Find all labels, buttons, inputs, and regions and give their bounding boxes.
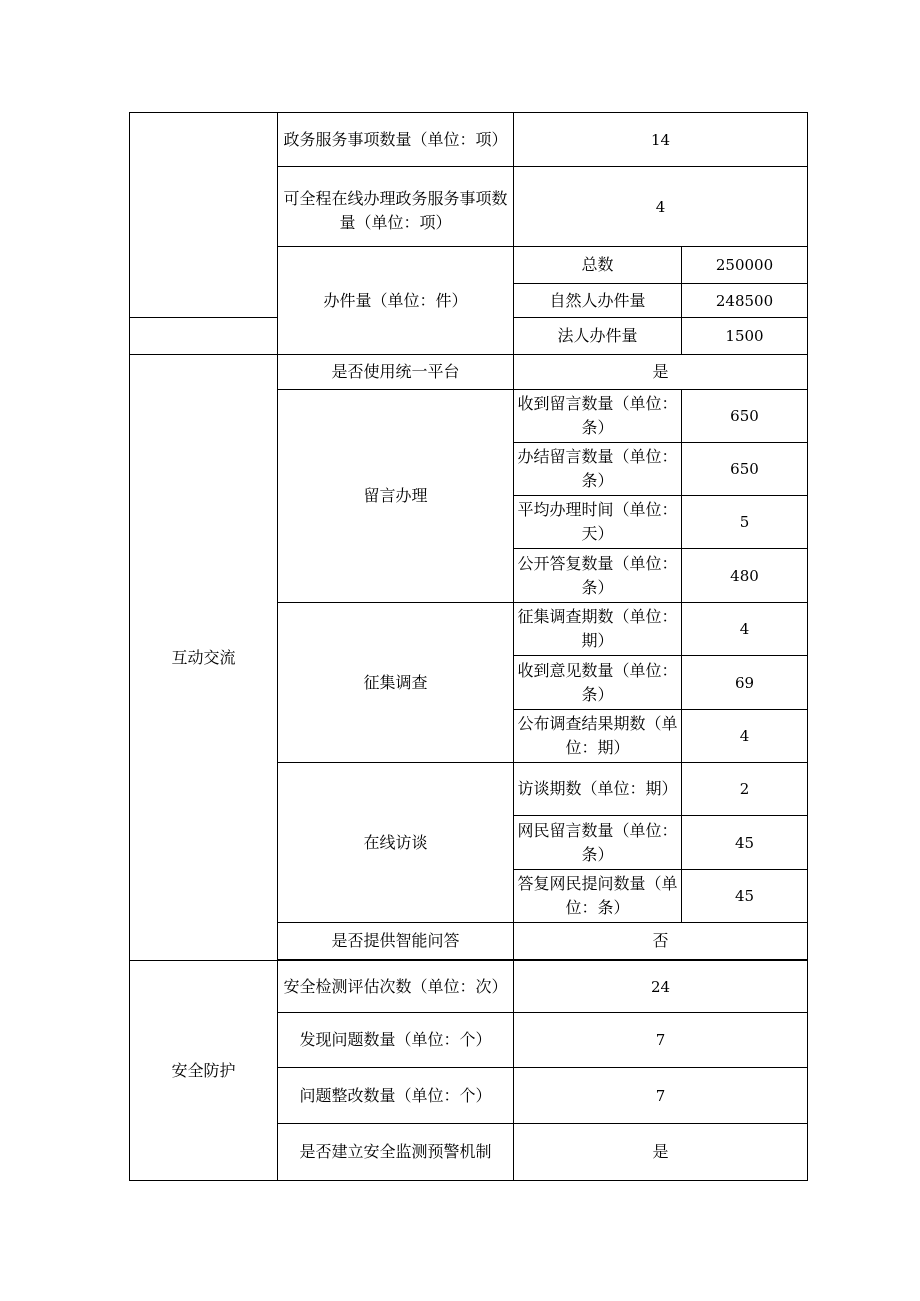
sub-label: 总数 xyxy=(514,247,682,284)
sub-value: 650 xyxy=(682,390,808,443)
row-value: 14 xyxy=(514,113,808,167)
row-value: 7 xyxy=(514,1068,808,1124)
sub-value: 4 xyxy=(682,603,808,656)
sub-value: 1500 xyxy=(682,318,808,355)
sub-label: 网民留言数量（单位：条） xyxy=(514,816,682,870)
row-value: 是 xyxy=(514,1124,808,1181)
row-value: 7 xyxy=(514,1013,808,1068)
row-label: 可全程在线办理政务服务事项数量（单位：项） xyxy=(278,167,514,247)
category-anquan: 安全防护 xyxy=(130,961,278,1181)
fangtan-label: 在线访谈 xyxy=(278,763,514,923)
sub-value: 480 xyxy=(682,549,808,603)
sub-value: 69 xyxy=(682,656,808,710)
sub-label: 答复网民提问数量（单位：条） xyxy=(514,870,682,923)
sub-value: 650 xyxy=(682,443,808,496)
sub-value: 45 xyxy=(682,870,808,923)
category-cell-blank-continue xyxy=(130,318,278,355)
category-hudong: 互动交流 xyxy=(130,355,278,961)
sub-value: 45 xyxy=(682,816,808,870)
sub-value: 248500 xyxy=(682,284,808,318)
row-label: 是否建立安全监测预警机制 xyxy=(278,1124,514,1181)
row-value: 24 xyxy=(514,961,808,1013)
zhengji-label: 征集调查 xyxy=(278,603,514,763)
row-value: 4 xyxy=(514,167,808,247)
row-label: 问题整改数量（单位：个） xyxy=(278,1068,514,1124)
sub-label: 征集调查期数（单位：期） xyxy=(514,603,682,656)
liuyan-label: 留言办理 xyxy=(278,390,514,603)
table-row xyxy=(130,355,808,390)
sub-value: 250000 xyxy=(682,247,808,284)
sub-value: 4 xyxy=(682,710,808,763)
sub-value: 5 xyxy=(682,496,808,549)
sub-label: 访谈期数（单位：期） xyxy=(514,763,682,816)
row-label: 是否使用统一平台 xyxy=(278,355,514,390)
sub-value: 2 xyxy=(682,763,808,816)
row-label: 发现问题数量（单位：个） xyxy=(278,1013,514,1068)
banjian-label: 办件量（单位：件） xyxy=(278,247,514,355)
sub-label: 公布调查结果期数（单位：期） xyxy=(514,710,682,763)
table-row xyxy=(130,961,808,1013)
sub-label: 自然人办件量 xyxy=(514,284,682,318)
sub-label: 平均办理时间（单位：天） xyxy=(514,496,682,549)
sub-label: 收到留言数量（单位：条） xyxy=(514,390,682,443)
row-value: 否 xyxy=(514,923,808,960)
row-value: 是 xyxy=(514,355,808,390)
row-label: 是否提供智能问答 xyxy=(278,923,514,960)
statistics-table xyxy=(129,112,808,1181)
row-label: 安全检测评估次数（单位：次） xyxy=(278,961,514,1013)
sub-label: 收到意见数量（单位：条） xyxy=(514,656,682,710)
row-label: 政务服务事项数量（单位：项） xyxy=(278,113,514,167)
sub-label: 公开答复数量（单位：条） xyxy=(514,549,682,603)
sub-label: 法人办件量 xyxy=(514,318,682,355)
sub-label: 办结留言数量（单位：条） xyxy=(514,443,682,496)
table-row xyxy=(130,113,808,167)
category-cell-blank xyxy=(130,113,278,318)
